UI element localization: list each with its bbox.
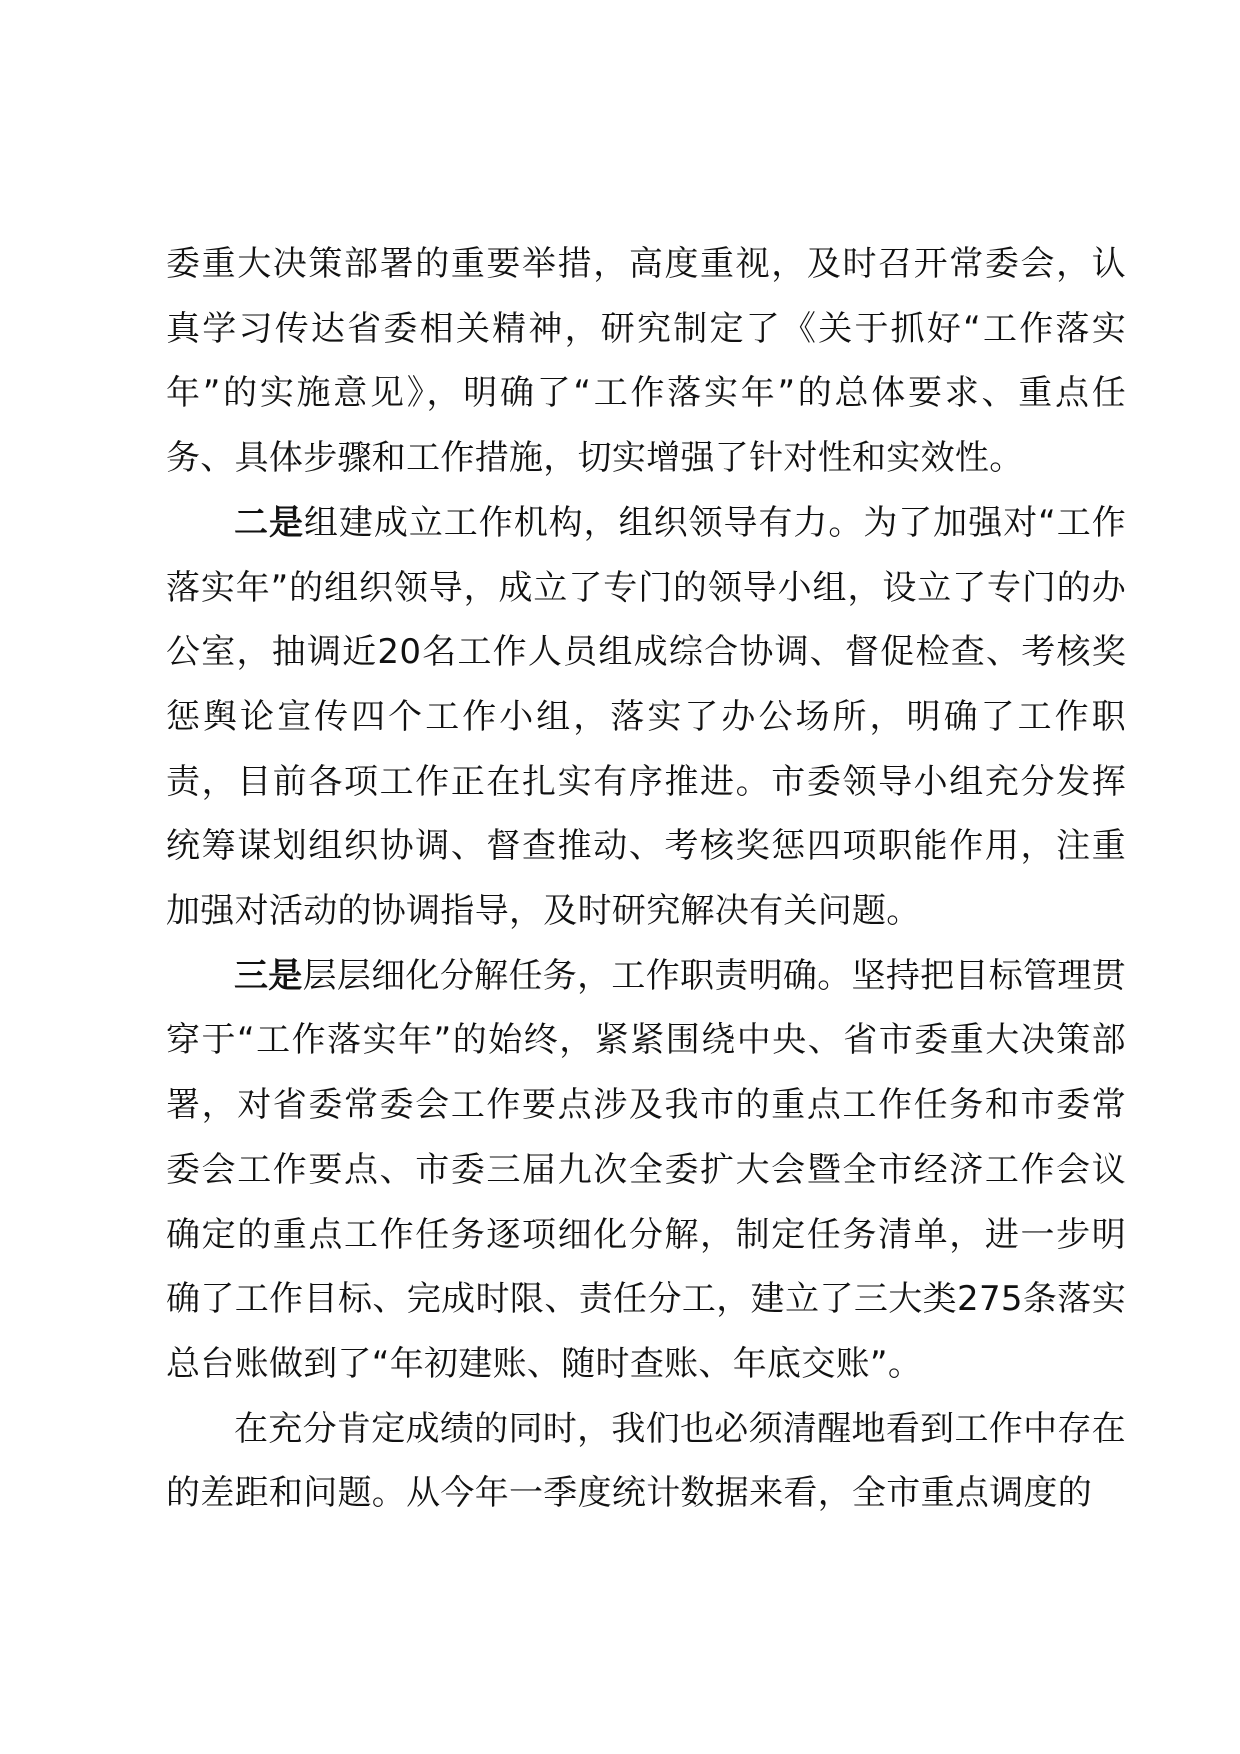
paragraph-point-three xyxy=(166,944,1126,1397)
paragraph-text: 组建成立工作机构，组织领导有力。为了加强对“工作落实年”的组织领导，成立了专门的领导小组，设立了专门的办公室，抽调近20名工作人员组成综合协调、督促检查、考核奖惩舆论宣传四个工作小组，落实了办公场所，明确了工作职责，目前各项工作正在扎实有序推进。市委领导小组充分发挥统筹谋划组织协调、督查推动、考核奖惩四项职能作用，注重加强对活动的协调指导，及时研究解决有关问题。 xyxy=(166,502,1127,932)
paragraph-text: 委重大决策部署的重要举措，高度重视，及时召开常委会，认真学习传达省委相关精神，研究制定了《关于抓好“工作落实年”的实施意见》，明确了“工作落实年”的总体要求、重点任务、具体步骤和工作措施，切实增强了针对性和实效性。 xyxy=(166,244,1126,479)
paragraph-continued xyxy=(166,232,1126,491)
paragraph-lead: 三是 xyxy=(234,955,303,996)
paragraph-lead: 二是 xyxy=(234,502,304,543)
paragraph-problems xyxy=(166,1397,1126,1526)
paragraph-text: 在充分肯定成绩的同时，我们也必须清醒地看到工作中存在的差距和问题。从今年一季度统计数据来看，全市重点调度的 xyxy=(166,1408,1126,1514)
document-body xyxy=(166,232,1126,1526)
paragraph-point-two xyxy=(166,491,1126,944)
paragraph-text: 层层细化分解任务，工作职责明确。坚持把目标管理贯穿于“工作落实年”的始终，紧紧围绕中央、省市委重大决策部署，对省委常委会工作要点涉及我市的重点工作任务和市委常委会工作要点、市委三届九次全委扩大会暨全市经济工作会议确定的重点工作任务逐项细化分解，制定任务清单，进一步明确了工作目标、完成时限、责任分工，建立了三大类275条落实总台账做到了“年初建账、随时查账、年底交账”。 xyxy=(166,955,1126,1384)
